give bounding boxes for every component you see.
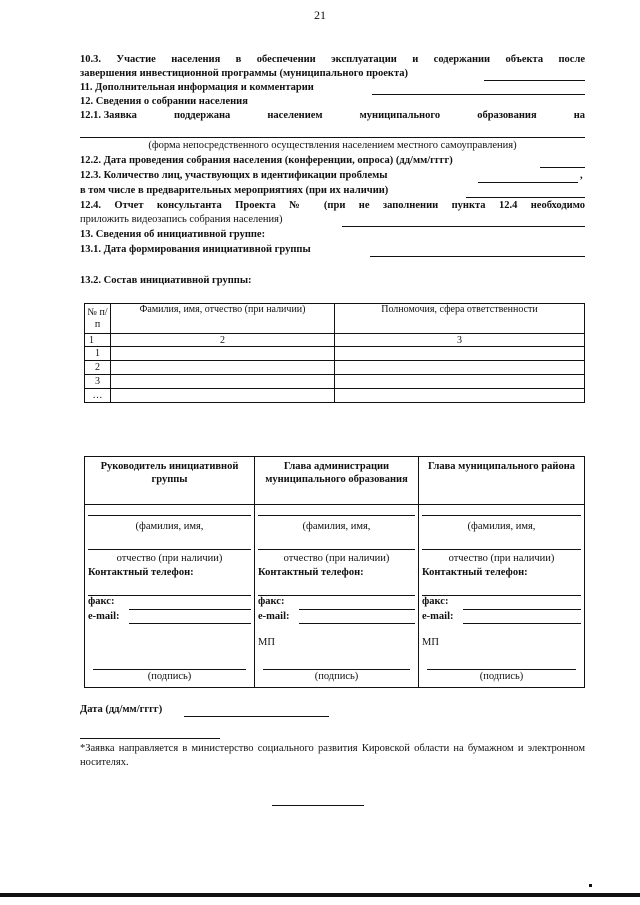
item-12-3-line1: 12.3. Количество лиц, участвующих в идентификации проблемы [80,170,388,181]
item-12-1-word: на [573,110,585,121]
item-12-3-blank-2[interactable] [466,197,585,198]
index-cell: 3 [335,334,585,347]
fax-line[interactable] [129,609,251,610]
phone-label: Контактный телефон: [88,567,194,578]
group-table-header-row [85,304,585,334]
row-number: 2 [85,361,111,375]
name-line[interactable] [258,515,415,516]
item-12-2-blank[interactable] [540,167,585,168]
end-rule [272,805,364,806]
item-10-3-line1: 10.3. Участие населения в обеспечении эксплуатации и содержании объекта после [80,54,585,65]
responsibility-cell[interactable] [335,389,585,403]
fullname-cell[interactable] [111,361,335,375]
item-13-1: 13.1. Дата формирования инициативной группы [80,244,311,255]
group-table [84,303,585,403]
name-line[interactable] [422,515,581,516]
item-12-1-word: образования [477,110,537,121]
fullname-cell[interactable] [111,347,335,361]
item-10-3-blank[interactable] [484,80,585,81]
scan-dot [589,884,592,887]
index-cell: 2 [111,334,335,347]
patronymic-hint: отчество (при наличии) [116,553,223,564]
email-label: e-mail: [258,611,290,622]
stamp-label: МП [422,637,439,648]
fax-label: факс: [88,596,115,607]
table-row [85,375,585,389]
signature-hint: (подпись) [479,671,524,682]
item-13: 13. Сведения об инициативной группе: [80,229,266,240]
signature-col-title: Глава администрации муниципального образования [255,457,419,505]
name-hint: (фамилия, имя, [135,521,204,532]
item-12-1 [80,110,585,121]
signature-hint: (подпись) [147,671,192,682]
email-line[interactable] [299,623,415,624]
signature-line[interactable] [427,669,576,670]
item-12-1-word: 12.1. Заявка [80,110,137,121]
index-cell: 1 [85,334,111,347]
responsibility-cell[interactable] [335,347,585,361]
item-13-2: 13.2. Состав инициативной группы: [80,275,252,286]
signature-hint: (подпись) [314,671,359,682]
row-number: 3 [85,375,111,389]
email-label: e-mail: [88,611,120,622]
item-12-1-word: поддержана [173,110,231,121]
signature-cell [255,505,419,688]
patronymic-line[interactable] [88,549,251,550]
phone-label: Контактный телефон: [422,567,528,578]
fax-line[interactable] [299,609,415,610]
signature-table [84,456,585,688]
group-table-index-row [85,334,585,347]
fullname-cell[interactable] [111,389,335,403]
item-12-2: 12.2. Дата проведения собрания населения (конференции, опроса) (дд/мм/гггг) [80,155,453,166]
footnote: *Заявка направляется в министерство социального развития Кировской области на бумажном и электронном носителях. [80,743,585,768]
signature-header-row [85,457,585,505]
item-12-1-blank[interactable] [80,137,585,138]
fax-label: факс: [258,596,285,607]
fax-label: факс: [422,596,449,607]
name-hint: (фамилия, имя, [302,521,371,532]
signature-cell [85,505,255,688]
item-12-1-caption: (форма непосредственного осуществления населением местного самоуправления) [148,140,517,151]
email-line[interactable] [463,623,581,624]
item-12-4-line1: 12.4. Отчет консультанта Проекта № (при не заполнении пункта 12.4 необходимо [80,200,585,211]
email-label: e-mail: [422,611,454,622]
date-label: Дата (дд/мм/гггг) [80,704,163,715]
name-hint: (фамилия, имя, [467,521,536,532]
item-12-3-blank-1[interactable] [478,182,578,183]
item-10-3-line2: завершения инвестиционной программы (муниципального проекта) [80,68,408,79]
item-12-4-line2: приложить видеозапись собрания населения) [80,214,283,225]
table-row [85,389,585,403]
header-fullname: Фамилия, имя, отчество (при наличии) [111,304,335,334]
signature-cell [419,505,585,688]
responsibility-cell[interactable] [335,361,585,375]
patronymic-line[interactable] [258,549,415,550]
header-number: № п/п [85,304,111,334]
patronymic-hint: отчество (при наличии) [448,553,555,564]
signature-line[interactable] [93,669,246,670]
fax-line[interactable] [463,609,581,610]
patronymic-line[interactable] [422,549,581,550]
item-12-3-line2: в том числе в предварительных мероприятиях (при их наличии) [80,185,389,196]
item-11-blank[interactable] [372,94,585,95]
fullname-cell[interactable] [111,375,335,389]
footnote-separator [80,738,220,739]
signature-line[interactable] [263,669,410,670]
stamp-label: МП [258,637,275,648]
signature-col-title: Глава муниципального района [419,457,585,505]
name-line[interactable] [88,515,251,516]
signature-body-row [85,505,585,688]
page-number: 21 [314,8,326,22]
signature-col-title: Руководитель инициативной группы [85,457,255,505]
table-row [85,361,585,375]
item-12-3-comma: , [580,170,583,181]
scan-edge-bar [0,893,640,897]
row-number: 1 [85,347,111,361]
responsibility-cell[interactable] [335,375,585,389]
item-12: 12. Сведения о собрании населения [80,96,248,107]
item-12-1-word: муниципального [359,110,441,121]
table-row [85,347,585,361]
date-line[interactable] [184,716,329,717]
item-12-1-word: населением [267,110,323,121]
item-12-4-blank[interactable] [342,226,585,227]
header-responsibility: Полномочия, сфера ответственности [335,304,585,334]
email-line[interactable] [129,623,251,624]
item-11: 11. Дополнительная информация и комментарии [80,82,314,93]
patronymic-hint: отчество (при наличии) [283,553,390,564]
row-number: … [85,389,111,403]
item-13-1-blank[interactable] [370,256,585,257]
phone-label: Контактный телефон: [258,567,364,578]
